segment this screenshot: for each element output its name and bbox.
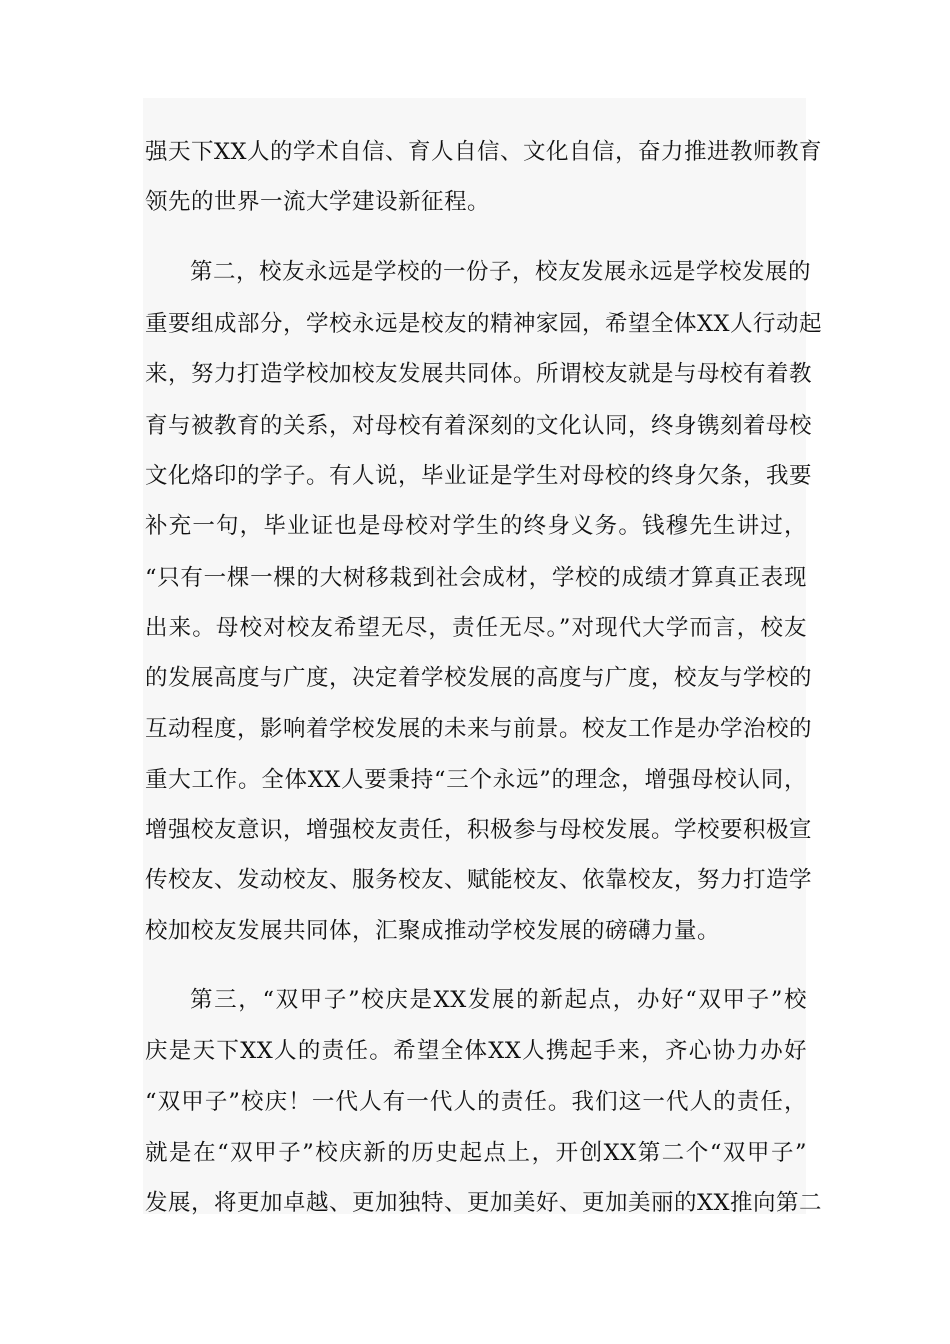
text-line: 领先的世界一流大学建设新征程。 (145, 189, 491, 215)
text-line: 传校友、发动校友、服务校友、赋能校友、依靠校友，努力打造学 (145, 867, 813, 893)
text-line: 出来。母校对校友希望无尽，责任无尽。”对现代大学而言，校友 (145, 615, 807, 641)
text-line: 互动程度，影响着学校发展的未来与前景。校友工作是办学治校的 (145, 716, 813, 742)
text-line: “只有一棵一棵的大树移栽到社会成材，学校的成绩才算真正表现 (145, 565, 807, 591)
text-line: 强天下XX人的学术自信、育人自信、文化自信，奋力推进教师教育 (145, 139, 823, 165)
text-line: 的发展高度与广度，决定着学校发展的高度与广度，校友与学校的 (145, 665, 813, 691)
text-line: 文化烙印的学子。有人说，毕业证是学生对母校的终身欠条，我要 (145, 463, 813, 489)
text-line: 来，努力打造学校加校友发展共同体。所谓校友就是与母校有着教 (145, 361, 813, 387)
text-line: 就是在“双甲子”校庆新的历史起点上，开创XX第二个“双甲子” (145, 1140, 807, 1166)
text-line: 重要组成部分，学校永远是校友的精神家园，希望全体XX人行动起 (145, 311, 823, 337)
text-line: 增强校友意识，增强校友责任，积极参与母校发展。学校要积极宣 (145, 817, 813, 843)
text-line: 第二，校友永远是学校的一份子，校友发展永远是学校发展的 (190, 259, 812, 285)
text-line: “双甲子”校庆！一代人有一代人的责任。我们这一代人的责任， (145, 1089, 807, 1115)
text-line: 庆是天下XX人的责任。希望全体XX人携起手来，齐心协力办好 (145, 1038, 807, 1064)
text-line: 重大工作。全体XX人要秉持“三个永远”的理念，增强母校认同， (145, 767, 807, 793)
text-line: 发展，将更加卓越、更加独特、更加美好、更加美丽的XX推向第二 (145, 1190, 823, 1216)
text-line: 校加校友发展共同体，汇聚成推动学校发展的磅礴力量。 (145, 918, 721, 944)
text-line: 育与被教育的关系，对母校有着深刻的文化认同，终身镌刻着母校 (145, 413, 813, 439)
text-line: 补充一句，毕业证也是母校对学生的终身义务。钱穆先生讲过， (145, 513, 807, 539)
text-line: 第三，“双甲子”校庆是XX发展的新起点，办好“双甲子”校 (190, 987, 807, 1013)
